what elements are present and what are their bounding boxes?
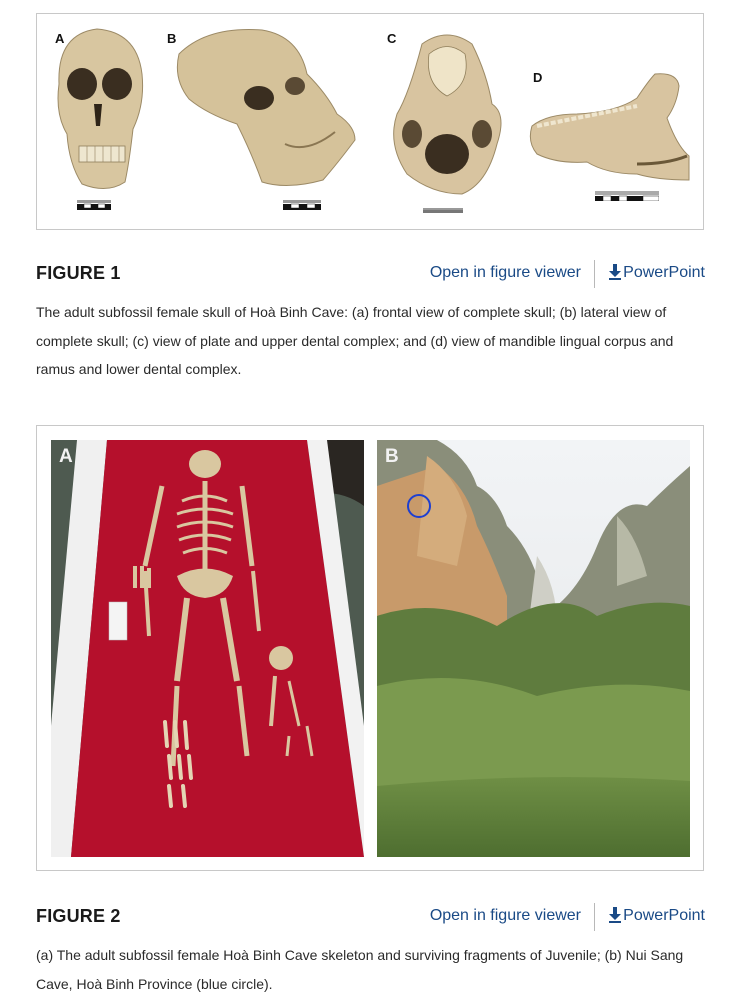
scale-bar-a <box>77 200 111 210</box>
figure-1-image[interactable] <box>36 13 704 230</box>
download-icon <box>608 907 622 923</box>
mandible-view <box>530 74 689 180</box>
skeleton-photo <box>51 440 364 857</box>
figure-1-header <box>36 260 705 290</box>
panel-label-b: B <box>385 446 399 467</box>
skull-frontal-view <box>58 29 143 189</box>
figure-2-powerpoint-link[interactable] <box>608 907 705 925</box>
scale-bar-d <box>595 191 659 201</box>
download-icon <box>608 264 622 280</box>
skull-basal-view <box>394 35 501 194</box>
figure-2-illustration <box>37 426 703 870</box>
figure-1-powerpoint-link[interactable] <box>608 264 705 282</box>
panel-label-a: A <box>55 31 65 46</box>
figure-2-image[interactable] <box>36 425 704 871</box>
figure-2-header <box>36 903 705 933</box>
figure-1-caption: The adult subfossil female skull of Hoà Binh Cave: (a) frontal view of complete skull; (b) lateral view of complete skull; (c) view of plate and upper dental complex; and (d) view of mandible lingual corpus and ramus and lower dental complex. <box>36 304 674 377</box>
cave-landscape-photo <box>377 440 690 857</box>
figure-1-viewer-link[interactable]: Open in figure viewer <box>429 264 581 281</box>
scale-bar-c <box>423 208 463 218</box>
figure-2-caption: (a) The adult subfossil female Hoà Binh Cave skeleton and surviving fragments of Juvenile; (b) Nui Sang Cave, Hoà Binh Province (blue circle). <box>36 947 684 992</box>
figure-1-powerpoint-label: PowerPoint <box>623 264 705 281</box>
panel-label-c: C <box>387 31 397 46</box>
scale-bar-b <box>283 200 321 210</box>
figure-2-powerpoint-label: PowerPoint <box>623 907 705 924</box>
panel-label-b: B <box>167 31 177 46</box>
panel-label-a: A <box>59 446 73 467</box>
figure-1-title: FIGURE 1 <box>36 263 121 283</box>
figure-2-viewer-link[interactable]: Open in figure viewer <box>429 907 581 924</box>
figure-1-divider <box>594 260 595 288</box>
figure-2-divider <box>594 903 595 931</box>
skull-lateral-view <box>177 30 355 186</box>
panel-label-d: D <box>533 70 543 85</box>
figure-2-title: FIGURE 2 <box>36 906 121 926</box>
